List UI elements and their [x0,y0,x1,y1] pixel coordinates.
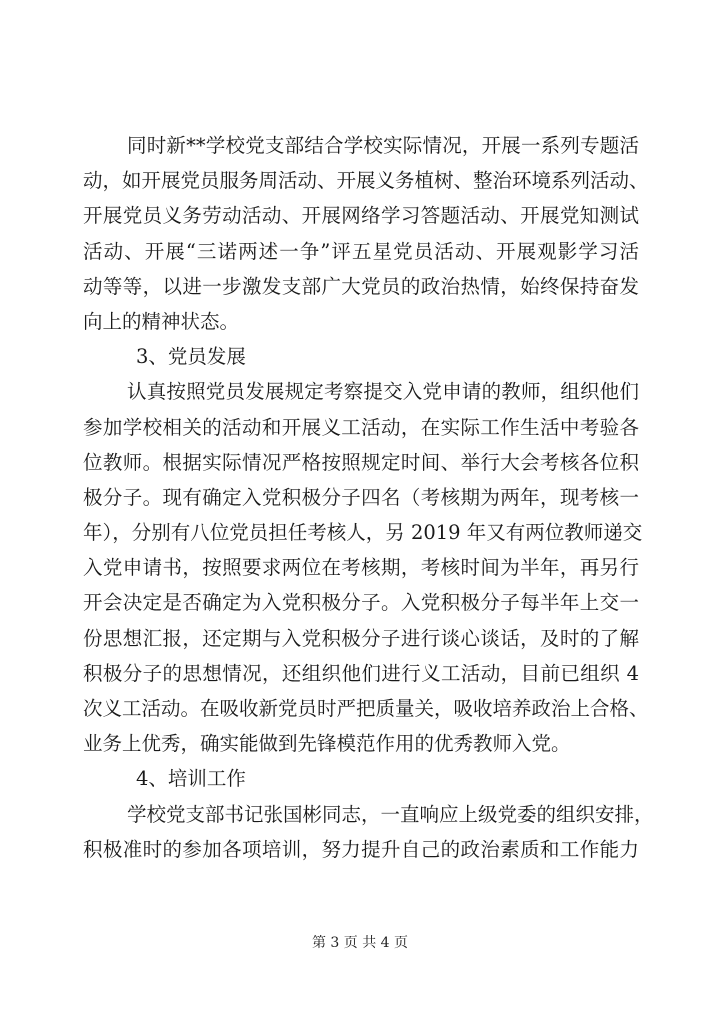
text-line: 次义工活动。在吸收新党员时严把质量关，吸收培养政治上合格、 [83,697,649,720]
page-number-footer: 第 3 页 共 4 页 [311,935,409,951]
text-line: 极分子。现有确定入党积极分子四名（考核期为两年，现考核一 [83,485,639,509]
text-line: 动，如开展党员服务周活动、开展义务植树、整治环境系列活动、 [83,169,649,193]
paragraph-training [83,797,654,867]
text-line: 积极准时的参加各项培训，努力提升自己的政治素质和工作能力 [83,837,639,861]
text-line: 同时新**学校党支部结合学校实际情况，开展一系列专题活 [127,134,639,157]
text-line: 活动、开展“三诺两述一争”评五星党员活动、开展观影学习活 [83,239,639,263]
text-line: 位教师。根据实际情况严格按照规定时间、举行大会考核各位积 [83,450,639,474]
text-line: 积极分子的思想情况，还组织他们进行义工活动，目前已组织 4 [83,661,639,685]
paragraph-member-development [83,374,649,761]
text-line: 动等等，以进一步激发支部广大党员的政治热情，始终保持奋发 [83,274,639,298]
text-line: 开展党员义务劳动活动、开展网络学习答题活动、开展党知测试 [83,204,639,228]
text-line: 业务上优秀，确实能做到先锋模范作用的优秀教师入党。 [83,732,571,756]
section-heading-member-development: 3、党员发展 [136,345,246,369]
text-line: 入党申请书，按照要求两位在考核期，考核时间为半年，再另行 [83,556,639,580]
paragraph-activities [83,128,649,339]
text-line: 年），分别有八位党员担任考核人，另 2019 年又有两位教师递交 [83,521,643,545]
section-heading-training: 4、培训工作 [136,767,246,791]
text-line: 学校党支部书记张国彬同志，一直响应上级党委的组织安排， [127,802,654,826]
text-line: 开会决定是否确定为入党积极分子。入党积极分子每半年上交一 [83,591,639,615]
text-line: 向上的精神状态。 [83,309,240,333]
text-line: 参加学校相关的活动和开展义工活动，在实际工作生活中考验各 [83,415,639,439]
text-line: 认真按照党员发展规定考察提交入党申请的教师，组织他们 [127,380,639,404]
text-line: 份思想汇报，还定期与入党积极分子进行谈心谈话，及时的了解 [83,626,639,650]
document-body [83,128,654,867]
